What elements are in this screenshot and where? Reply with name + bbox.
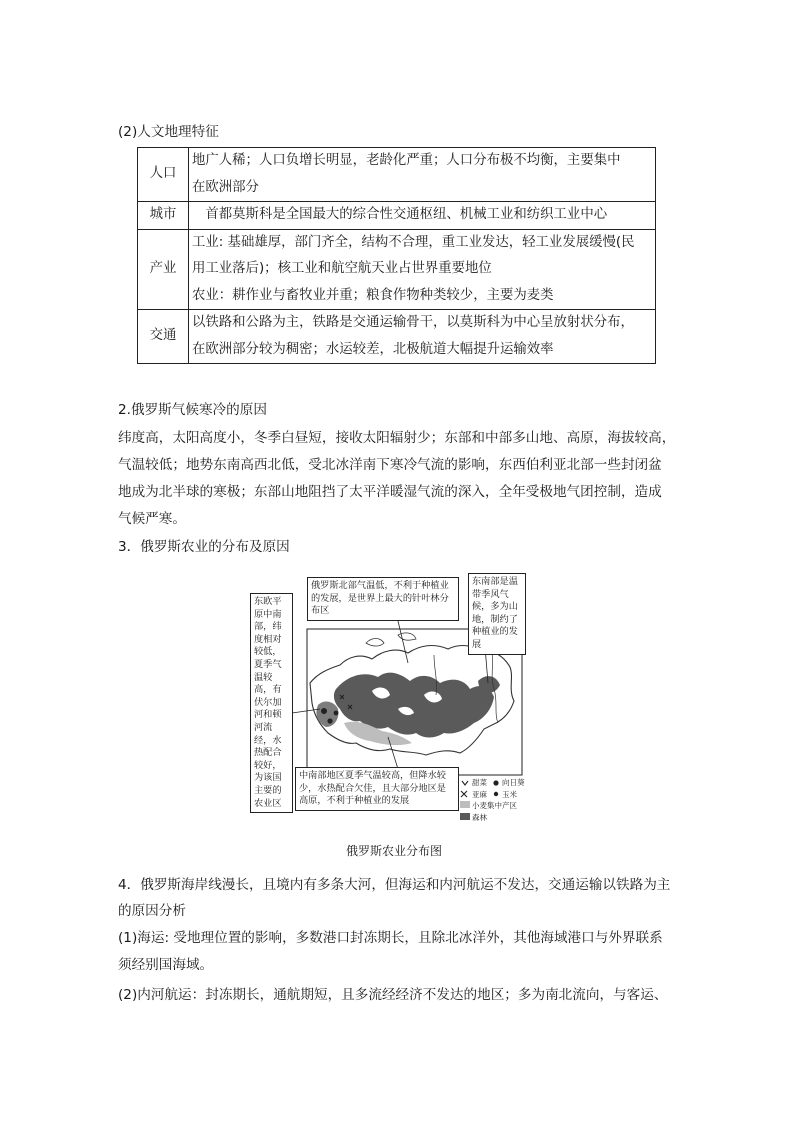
p4-sea-line: (1)海运: 受地理位置的影响，多数港口封冻期长，且除北冰洋外，其他海域港口与外界联系 [118, 930, 663, 946]
corn-symbol [334, 711, 339, 716]
row-line: 以铁路和公路为主，铁路是交通运输骨干，以莫斯科为中心呈放射状分布， [192, 315, 634, 330]
p2-heading: 2.俄罗斯气候寒冷的原因 [118, 402, 267, 418]
sunflower-icon [493, 780, 498, 785]
row-key: 人口 [138, 148, 189, 202]
row-key: 产业 [138, 229, 189, 310]
row-line: 在欧洲部分较为稠密；水运较差，北极航道大幅提升运输效率 [192, 341, 554, 357]
row-key: 城市 [138, 202, 189, 230]
legend-label: 亚麻 [472, 790, 487, 799]
sunflower-symbol [321, 708, 327, 714]
p4-heading-line: 的原因分析 [118, 903, 186, 919]
legend-label: 玉米 [502, 790, 517, 799]
p2-line: 地成为北半球的寒极；东部山地阻挡了太平洋暖湿气流的深入，全年受极地气团控制，造成 [118, 484, 662, 500]
row-line: 工业: 基础雄厚，部门齐全，结构不合理，重工业发达，轻工业发展缓慢(民 [192, 234, 635, 250]
row-value [189, 148, 656, 202]
forest-legend-swatch [460, 813, 470, 820]
row-line: 地广人稀；人口负增长明显，老龄化严重；人口分布极不均衡，主要集中 [192, 153, 621, 168]
agriculture-map-figure [248, 573, 526, 863]
table-row [138, 310, 656, 364]
row-line: 在欧洲部分 [192, 179, 259, 195]
human-geography-table [137, 147, 656, 364]
legend-label: 森林 [472, 813, 487, 822]
row-value [189, 310, 656, 364]
row-line: 农业：耕作业与畜牧业并重；粮食作物种类较少，主要为麦类 [192, 287, 554, 303]
row-line: 首都莫斯科是全国最大的综合性交通枢纽、机械工业和纺织工业中心 [192, 207, 608, 222]
sugar-beet-icon [462, 781, 468, 785]
table-row [138, 229, 656, 310]
row-line: 用工业落后)；核工业和航空航天业占世界重要地位 [192, 261, 492, 276]
wheat-legend-swatch [460, 801, 470, 808]
p4-heading-line: 4．俄罗斯海岸线漫长，且境内有多条大河，但海运和内河航运不发达，交通运输以铁路为主 [118, 877, 671, 893]
p2-line: 气候严寒。 [118, 511, 186, 527]
p3-heading: 3．俄罗斯农业的分布及原因 [118, 539, 290, 555]
legend-label: 甜菜 [472, 778, 487, 787]
row-key: 交通 [138, 310, 189, 364]
table-row [138, 202, 656, 230]
p4-sea-line: 须经别国海域。 [118, 957, 214, 973]
section-heading: (2)人文地理特征 [118, 124, 219, 140]
p2-line: 纬度高，太阳高度小，冬季白昼短，接收太阳辐射少；东部和中部多山地、高原，海拔较高， [118, 430, 676, 446]
p2-line: 气温较低；地势东南高西北低，受北冰洋南下寒冷气流的影响，东西伯利亚北部一些封闭盆 [118, 457, 662, 473]
annotation-north: 俄罗斯北部气温低，不利于种植业的发展，是世界上最大的针叶林分布区 [307, 577, 459, 621]
row-value [189, 202, 656, 230]
legend-label: 小麦集中产区 [472, 801, 517, 810]
map-title: 俄罗斯农业分布图 [346, 844, 443, 858]
sunflower-symbol [327, 718, 332, 723]
legend-label: 向日葵 [502, 778, 525, 787]
corn-icon [494, 792, 498, 796]
table-row [138, 148, 656, 202]
annotation-west: 东欧平原中南部，纬度相对较低，夏季气温较高，有伏尔加河和顿河流经，水热配合较好，为该国主要的农业区 [250, 593, 293, 813]
flax-icon [461, 791, 467, 797]
annotation-east: 东南部是温带季风气候，多为山地，制约了种植业的发展 [468, 573, 526, 655]
annotation-south: 中南部地区夏季气温较高，但降水较少，水热配合欠佳，且大部分地区是高原，不利于种植业的发展 [295, 767, 459, 811]
row-value [189, 229, 656, 310]
p4-river-line: (2)内河航运：封冻期长，通航期短，且多流经经济不发达的地区；多为南北流向，与客运、 [118, 987, 668, 1003]
